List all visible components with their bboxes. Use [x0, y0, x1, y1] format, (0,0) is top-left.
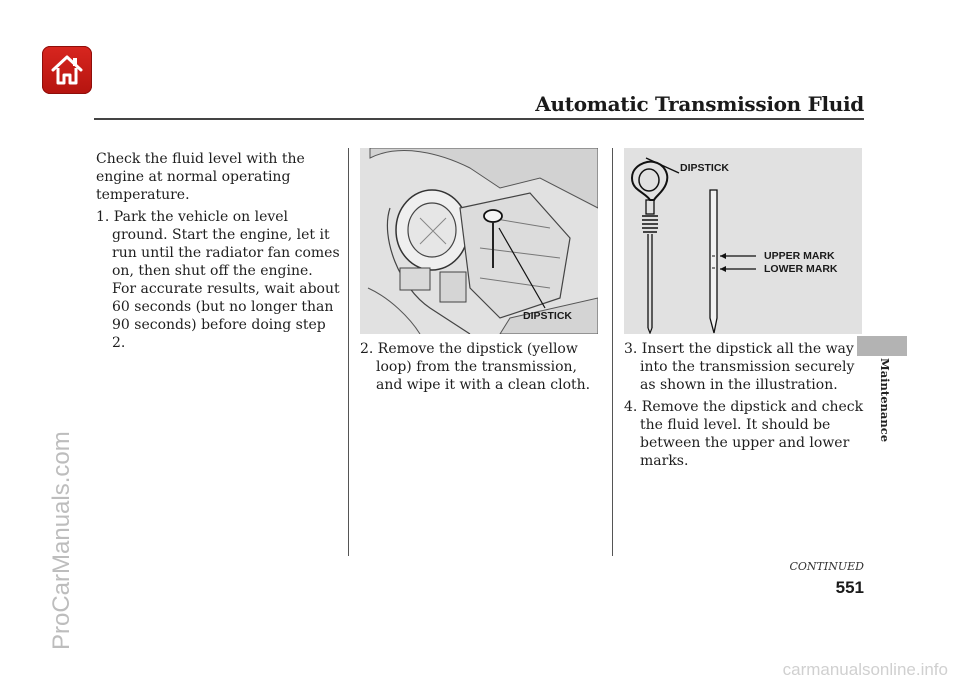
engine-bay-illustration [360, 148, 598, 334]
header-rule [94, 118, 864, 120]
page-number: 551 [835, 578, 864, 597]
continued-label: CONTINUED [789, 560, 864, 573]
step-2: 2. Remove the dipstick (yellow loop) from the transmission, and wipe it with a clean cloth. [360, 341, 591, 393]
column-3 [624, 340, 864, 474]
side-watermark: ProCarManuals.com [48, 431, 75, 650]
upper-mark-callout: UPPER MARK [764, 250, 835, 262]
lower-mark-callout: LOWER MARK [764, 263, 838, 275]
home-button[interactable] [42, 46, 92, 94]
engine-bay-drawing [360, 148, 598, 334]
step-1: 1. Park the vehicle on level ground. Start the engine, let it run until the radiator fan comes on, then shut off the engine. For accurate results, wait about 60 seconds (but no longer than 90 seconds) before doing step 2. [96, 209, 340, 351]
column-divider [612, 148, 613, 556]
column-divider [348, 148, 349, 556]
step-3: 3. Insert the dipstick all the way into the transmission securely as shown in the illustration. [624, 341, 855, 393]
dipstick-callout: DIPSTICK [680, 162, 730, 174]
section-label: Maintenance [878, 358, 892, 443]
intro-paragraph: Check the fluid level with the engine at normal operating temperature. [96, 151, 305, 203]
column-1 [96, 150, 341, 356]
dipstick-drawing [624, 148, 862, 334]
bottom-watermark: carmanualsonline.info [782, 660, 948, 679]
dipstick-callout: DIPSTICK [523, 310, 573, 322]
dipstick-illustration [624, 148, 862, 334]
column-2 [360, 340, 605, 398]
section-tab [857, 336, 907, 356]
home-icon [49, 52, 85, 88]
step-4: 4. Remove the dipstick and check the fluid level. It should be between the upper and lower marks. [624, 399, 864, 469]
page-title: Automatic Transmission Fluid [535, 92, 864, 116]
